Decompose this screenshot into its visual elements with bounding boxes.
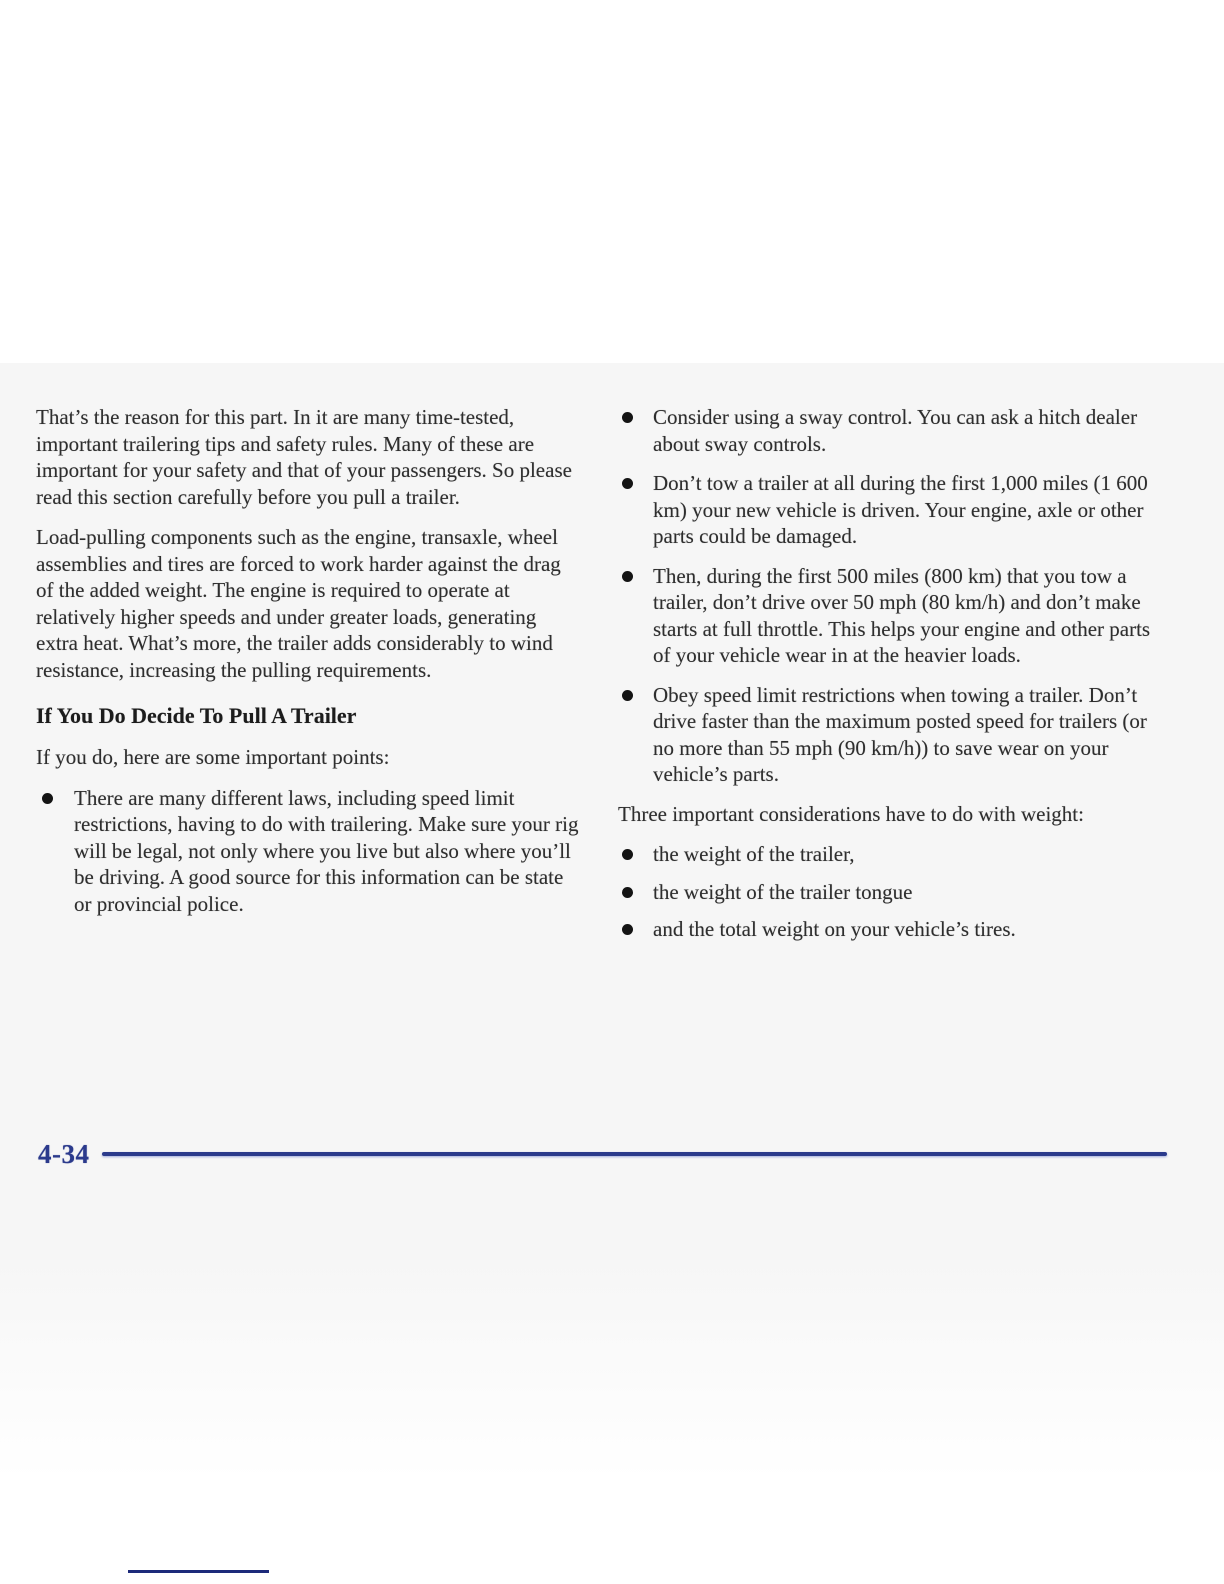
bullet-item-tongue-weight <box>618 879 1168 906</box>
paragraph-weight-intro: Three important considerations have to do with weight: <box>618 801 1084 826</box>
paragraph-intro: That’s the reason for this part. In it are many time-tested, important trailering tips and safety rules. Many of these are important for your safety and that of your passengers. So please read this section carefully before you pull a trailer. <box>36 405 572 509</box>
bullet-item-trailer-weight <box>618 841 1168 868</box>
bullet-text: There are many different laws, including speed limit restrictions, having to do with trailering. Make sure your rig will be legal, not only where you live but also where you’ll be driving. A good source for this information can be state or provincial police. <box>74 785 579 916</box>
bullet-text: Then, during the first 500 miles (800 km) that you tow a trailer, don’t drive over 50 mph (80 km/h) and don’t make starts at full throttle. This helps your engine and other parts of your vehicle wear in at the heavier loads. <box>653 563 1151 667</box>
bullet-item-laws <box>36 785 581 918</box>
bullet-text: Obey speed limit restrictions when towing a trailer. Don’t drive faster than the maximum posted speed for trailers (or no more than 55 mph (90 km/h)) to save wear on your vehicle’s parts. <box>653 682 1147 786</box>
bullet-icon <box>622 478 633 489</box>
bullet-text: Consider using a sway control. You can ask a hitch dealer about sway controls. <box>653 405 1138 456</box>
paragraph-points-intro: If you do, here are some important points: <box>36 745 390 769</box>
paragraph-load-pulling: Load-pulling components such as the engine, transaxle, wheel assemblies and tires are forced to work harder against the drag of the added weight. The engine is required to operate at relatively higher speeds and under greater loads, generating extra heat. What’s more, the trailer adds considerably to wind resistance, increasing the pulling requirements. <box>36 525 561 682</box>
bullet-icon <box>42 793 53 804</box>
bullet-text: Don’t tow a trailer at all during the first 1,000 miles (1 600 km) your new vehicle is driven. Your engine, axle or other parts could be damaged. <box>653 471 1148 548</box>
bullet-item-first-500-miles <box>618 563 1168 669</box>
next-page-rule-fragment <box>128 1570 269 1573</box>
page-footer <box>38 1139 1167 1169</box>
section-heading: If You Do Decide To Pull A Trailer <box>36 703 357 728</box>
page-number: 4-34 <box>38 1139 90 1169</box>
bullet-icon <box>622 849 633 860</box>
footer-rule <box>102 1152 1168 1156</box>
bullet-icon <box>622 412 633 423</box>
bullet-icon <box>622 690 633 701</box>
bullet-item-tire-weight <box>618 916 1168 943</box>
bullet-text: the weight of the trailer, <box>653 842 855 866</box>
bullet-text: the weight of the trailer tongue <box>653 879 913 904</box>
left-column <box>36 404 581 930</box>
bullet-item-speed-limits <box>618 682 1168 788</box>
bullet-icon <box>622 924 633 935</box>
bullet-text: and the total weight on your vehicle’s tires. <box>653 917 1016 941</box>
right-column <box>618 404 1168 954</box>
bullet-item-first-1000-miles <box>618 470 1168 550</box>
bullet-icon <box>622 887 633 898</box>
bullet-icon <box>622 571 633 582</box>
bullet-item-sway-control <box>618 404 1168 457</box>
